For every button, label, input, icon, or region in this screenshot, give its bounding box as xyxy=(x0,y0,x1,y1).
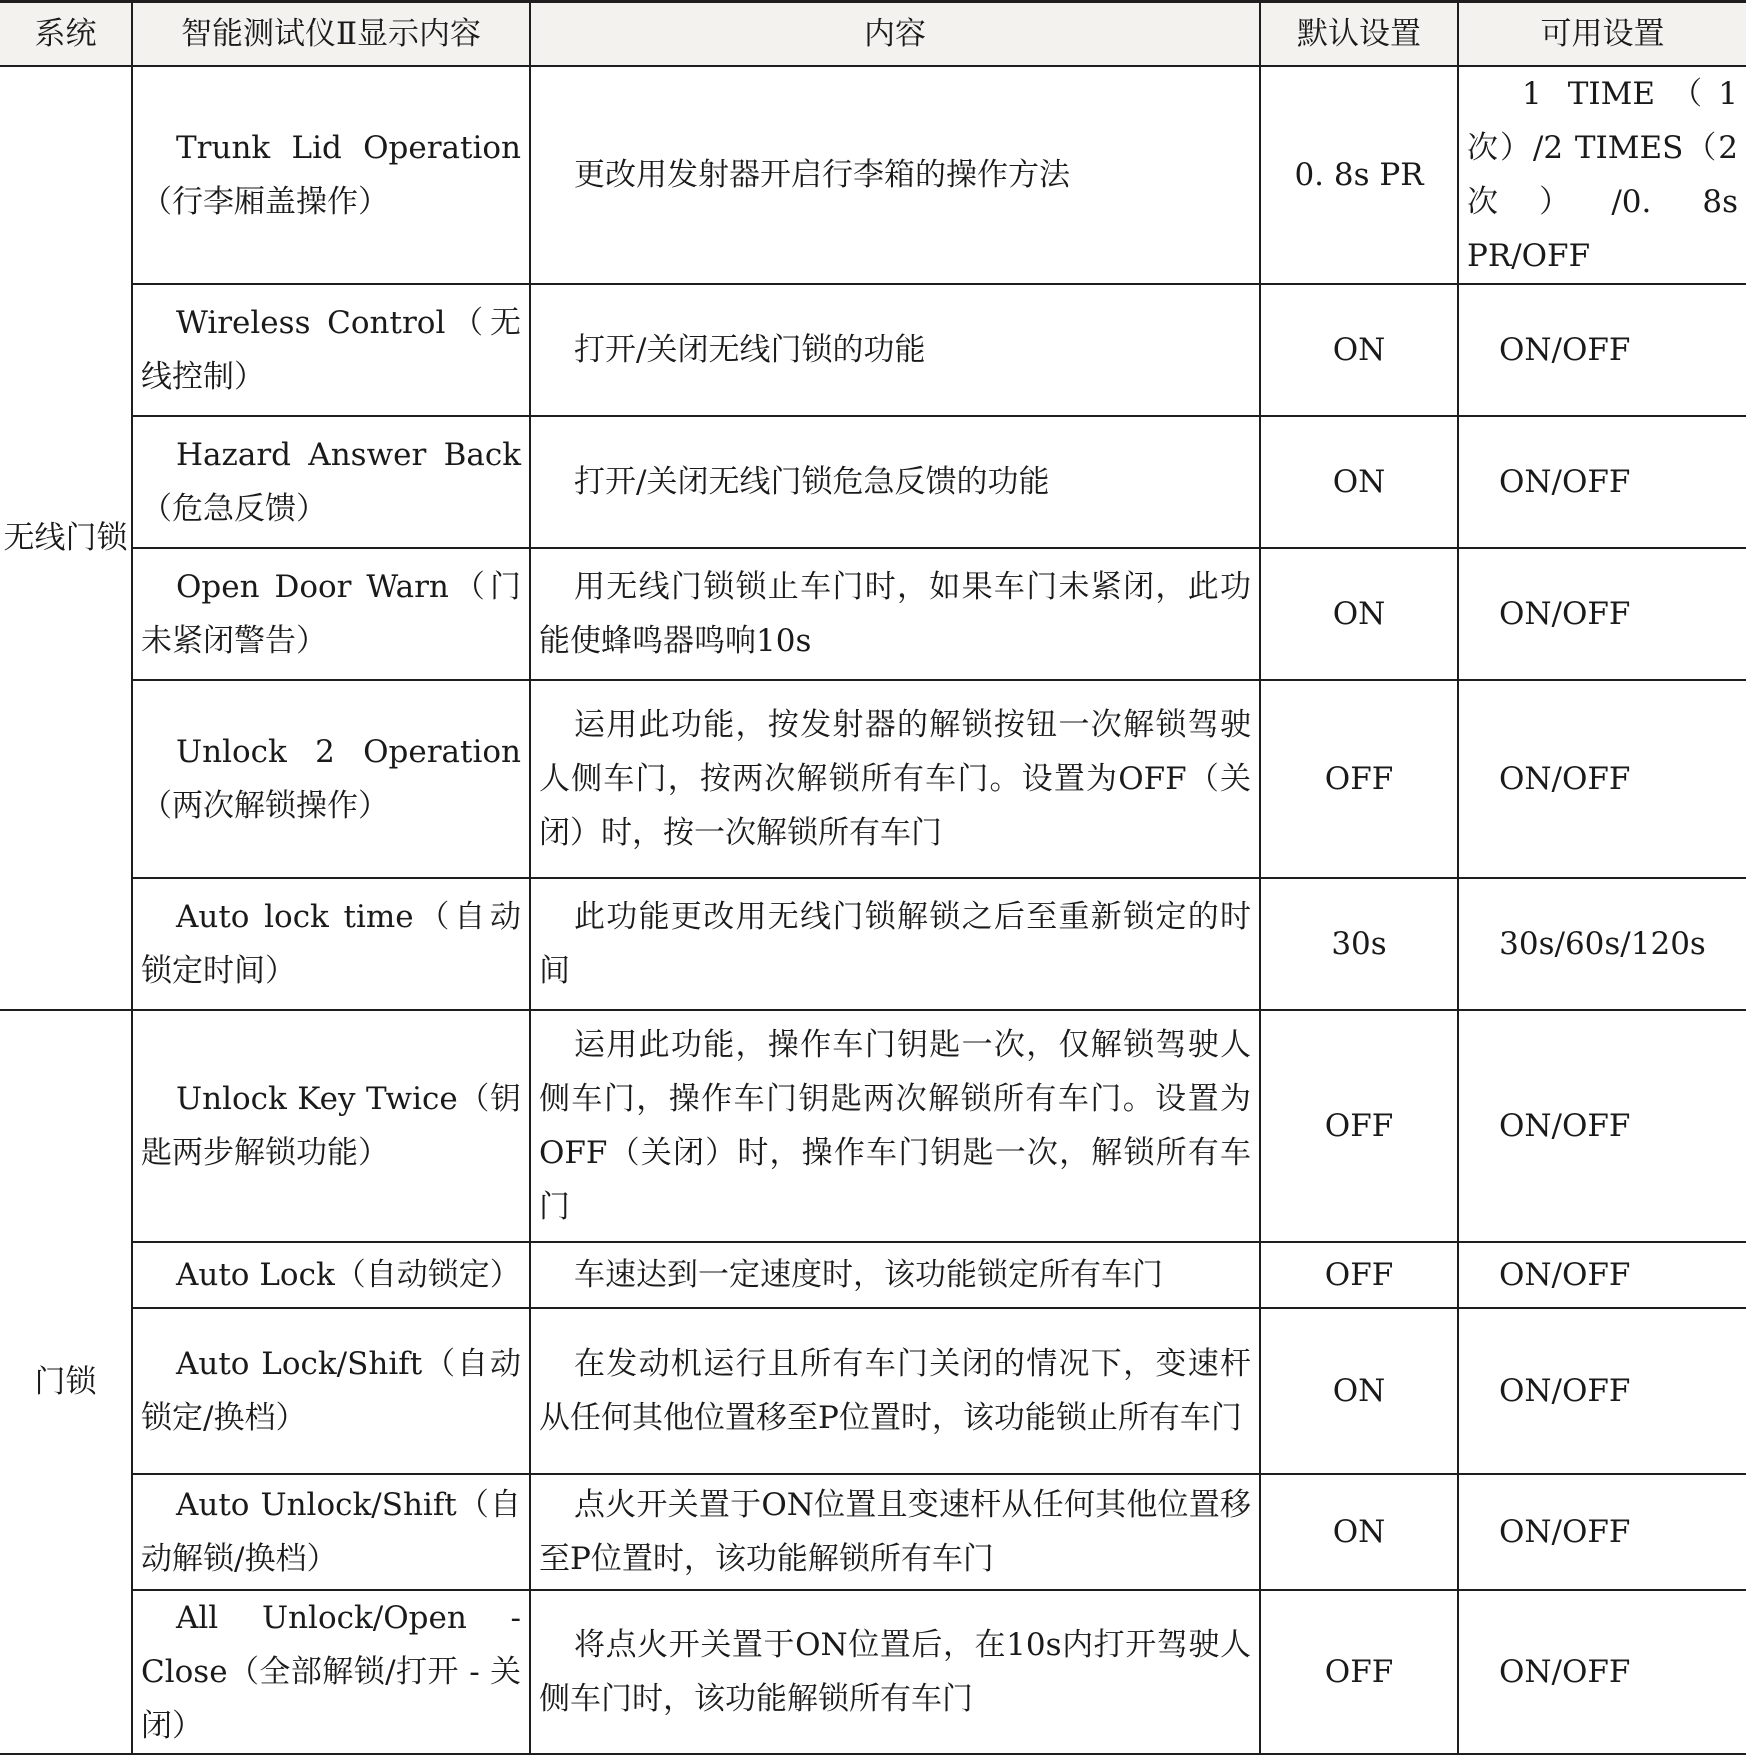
display-cell: Unlock Key Twice（钥匙两步解锁功能） xyxy=(132,1010,530,1242)
content-cell: 打开/关闭无线门锁的功能 xyxy=(530,284,1260,416)
default-cell: ON xyxy=(1260,548,1458,680)
available-cell: ON/OFF xyxy=(1458,680,1746,878)
available-cell: ON/OFF xyxy=(1458,1242,1746,1308)
default-cell: OFF xyxy=(1260,1242,1458,1308)
content-cell: 运用此功能，操作车门钥匙一次，仅解锁驾驶人侧车门，操作车门钥匙两次解锁所有车门。设置为OFF（关闭）时，操作车门钥匙一次，解锁所有车门 xyxy=(530,1010,1260,1242)
display-cell: All Unlock/Open - Close（全部解锁/打开 - 关闭） xyxy=(132,1590,530,1754)
content-cell: 在发动机运行且所有车门关闭的情况下，变速杆从任何其他位置移至P位置时，该功能锁止所有车门 xyxy=(530,1308,1260,1474)
content-cell: 更改用发射器开启行李箱的操作方法 xyxy=(530,66,1260,284)
default-cell: OFF xyxy=(1260,680,1458,878)
display-cell: Auto Lock/Shift（自动锁定/换档） xyxy=(132,1308,530,1474)
header-system: 系统 xyxy=(0,2,132,67)
table-row xyxy=(0,284,1746,416)
content-cell: 运用此功能，按发射器的解锁按钮一次解锁驾驶人侧车门，按两次解锁所有车门。设置为OFF（关闭）时，按一次解锁所有车门 xyxy=(530,680,1260,878)
system-cell-wireless-lock: 无线门锁 xyxy=(0,66,132,1010)
display-cell: Open Door Warn（门未紧闭警告） xyxy=(132,548,530,680)
table-body xyxy=(0,66,1746,1754)
content-cell: 此功能更改用无线门锁解锁之后至重新锁定的时间 xyxy=(530,878,1260,1010)
available-cell: ON/OFF xyxy=(1458,416,1746,548)
default-cell: 30s xyxy=(1260,878,1458,1010)
table-row xyxy=(0,1308,1746,1474)
default-cell: OFF xyxy=(1260,1010,1458,1242)
display-cell: Wireless Control（无线控制） xyxy=(132,284,530,416)
content-cell: 车速达到一定速度时，该功能锁定所有车门 xyxy=(530,1242,1260,1308)
table-row xyxy=(0,1242,1746,1308)
table-row xyxy=(0,1010,1746,1242)
content-cell: 点火开关置于ON位置且变速杆从任何其他位置移至P位置时，该功能解锁所有车门 xyxy=(530,1474,1260,1590)
table-row xyxy=(0,66,1746,284)
available-cell: ON/OFF xyxy=(1458,548,1746,680)
display-cell: Trunk Lid Operation（行李厢盖操作） xyxy=(132,66,530,284)
header-default: 默认设置 xyxy=(1260,2,1458,67)
content-cell: 将点火开关置于ON位置后，在10s内打开驾驶人侧车门时，该功能解锁所有车门 xyxy=(530,1590,1260,1754)
table-row xyxy=(0,1590,1746,1754)
display-cell: Hazard Answer Back（危急反馈） xyxy=(132,416,530,548)
content-cell: 打开/关闭无线门锁危急反馈的功能 xyxy=(530,416,1260,548)
table-row xyxy=(0,416,1746,548)
table-row xyxy=(0,878,1746,1010)
header-available: 可用设置 xyxy=(1458,2,1746,67)
table-row xyxy=(0,680,1746,878)
default-cell: ON xyxy=(1260,1308,1458,1474)
table-row xyxy=(0,548,1746,680)
default-cell: ON xyxy=(1260,284,1458,416)
available-cell: ON/OFF xyxy=(1458,1308,1746,1474)
default-cell: ON xyxy=(1260,416,1458,548)
available-cell: ON/OFF xyxy=(1458,1010,1746,1242)
table-row xyxy=(0,1474,1746,1590)
default-cell: ON xyxy=(1260,1474,1458,1590)
available-cell: ON/OFF xyxy=(1458,1474,1746,1590)
header-row xyxy=(0,2,1746,67)
display-cell: Auto Lock（自动锁定） xyxy=(132,1242,530,1308)
display-cell: Unlock 2 Operation（两次解锁操作） xyxy=(132,680,530,878)
default-cell: 0. 8s PR xyxy=(1260,66,1458,284)
table-header xyxy=(0,2,1746,67)
content-cell: 用无线门锁锁止车门时，如果车门未紧闭，此功能使蜂鸣器鸣响10s xyxy=(530,548,1260,680)
default-cell: OFF xyxy=(1260,1590,1458,1754)
available-cell: ON/OFF xyxy=(1458,284,1746,416)
available-cell: ON/OFF xyxy=(1458,1590,1746,1754)
display-cell: Auto Unlock/Shift（自动解锁/换档） xyxy=(132,1474,530,1590)
available-cell: 30s/60s/120s xyxy=(1458,878,1746,1010)
system-cell-door-lock: 门锁 xyxy=(0,1010,132,1754)
header-display: 智能测试仪Ⅱ显示内容 xyxy=(132,2,530,67)
header-content: 内容 xyxy=(530,2,1260,67)
display-cell: Auto lock time（自动锁定时间） xyxy=(132,878,530,1010)
available-cell: 1 TIME（1次）/2 TIMES（2次）/0. 8s PR/OFF xyxy=(1458,66,1746,284)
